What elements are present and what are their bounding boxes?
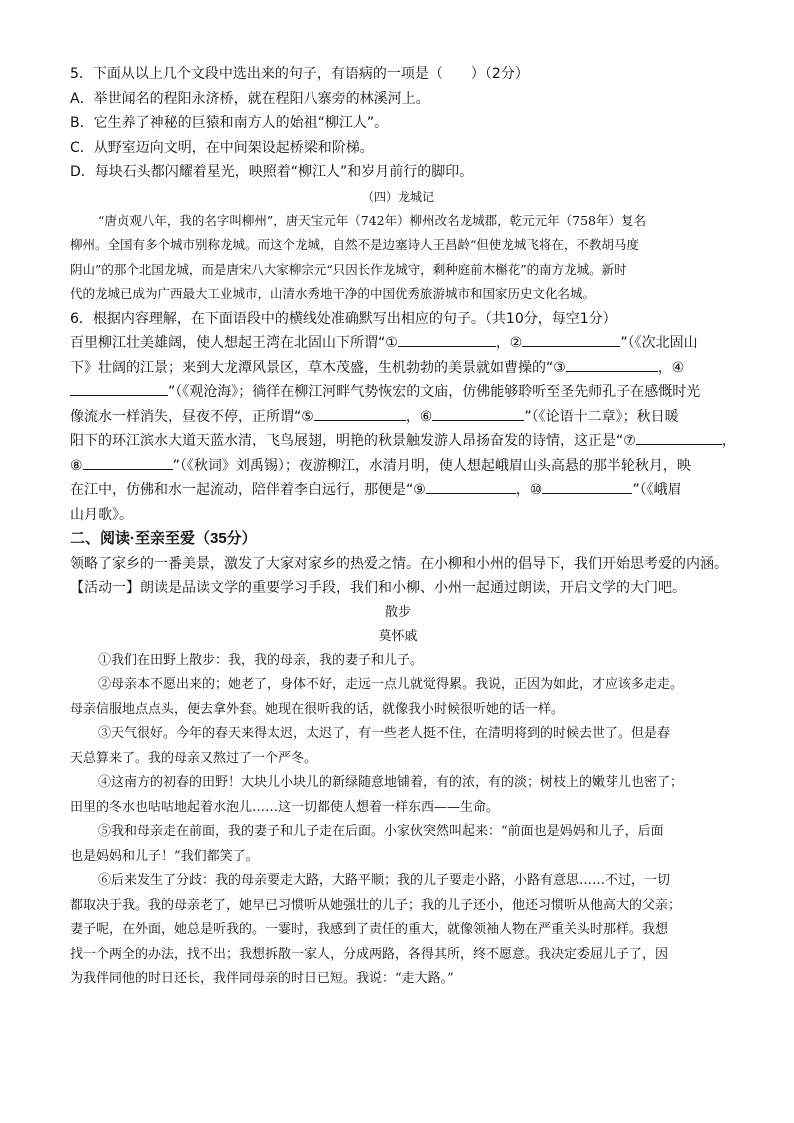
q6-text: ”（《次北固山 bbox=[620, 335, 698, 351]
question-6 bbox=[70, 307, 736, 528]
q6-line bbox=[70, 478, 726, 503]
section-4-line: “唐贞观八年，我的名字叫柳州”，唐天宝元年（742年）柳州改名龙城郡，乾元元年（758年）复名 bbox=[98, 212, 646, 228]
q6-text: 在江中，仿佛和水一起流动，陪伴着李白远行，那便是“⑨ bbox=[70, 482, 426, 498]
section-4-line: 柳州。全国有多个城市别称龙城。而这个龙城，自然不是边塞诗人王昌龄“但使龙城飞将在，不教胡马度 bbox=[70, 237, 639, 252]
q6-line bbox=[70, 429, 736, 454]
q6-text: ⑧ bbox=[70, 457, 83, 474]
q6-text: 下》壮阔的江景；来到大龙潭风景区，草木茂盛，生机勃勃的美景就如曹操的“③ bbox=[70, 359, 566, 376]
q6-line bbox=[70, 331, 726, 356]
q6-text: 阳下的环江滨水大道天蓝水清，飞鸟展翅，明艳的秋景触发游人昂扬奋发的诗情，这正是“⑦ bbox=[70, 433, 636, 449]
blank-3[interactable] bbox=[566, 357, 658, 372]
essay bbox=[70, 601, 726, 992]
q5-option-d: D．每块石头都闪耀着星光，映照着“柳江人”和岁月前行的脚印。 bbox=[70, 164, 474, 180]
blank-6[interactable] bbox=[432, 406, 524, 421]
blank-1[interactable] bbox=[398, 332, 496, 347]
essay-paragraph-4: ④这南方的初春的田野！大块儿小块儿的新绿随意地铺着，有的浓，有的淡；树枝上的嫩芽儿也密了； bbox=[98, 775, 684, 790]
essay-paragraph-5: ⑤我和母亲走在前面，我的妻子和儿子走在后面。小家伙突然叫起来：“前面也是妈妈和儿子，后面 bbox=[98, 824, 664, 839]
part-2 bbox=[70, 527, 726, 601]
q5-option-b: B．它生养了神秘的巨猿和南方人的始祖“柳江人”。 bbox=[70, 115, 389, 131]
essay-paragraph-3: ③天气很好。今年的春天来得太迟，太迟了，有一些老人挺不住，在清明将到的时候去世了。但是春 bbox=[98, 726, 671, 741]
section-4-line: 代的龙城已成为广西最大工业城市，山清水秀地干净的中国优秀旅游城市和国家历史文化名城。 bbox=[70, 286, 596, 301]
blank-9[interactable] bbox=[426, 479, 516, 494]
q6-text: 像流水一样消失，昼夜不停，正所谓“⑤ bbox=[70, 408, 314, 425]
essay-paragraph-6: 都取决于我。我的母亲老了，她早已习惯听从她强壮的儿子；我的儿子还小，他还习惯听从他高大的父亲； bbox=[70, 897, 682, 913]
q6-text: ，⑩ bbox=[515, 482, 543, 498]
q6-text: ”（《秋词》刘禹锡）；夜游柳江，水清月明，使人想起峨眉山头高悬的那半轮秋月，映 bbox=[172, 457, 691, 474]
blank-2[interactable] bbox=[522, 332, 620, 347]
q6-line bbox=[70, 356, 726, 381]
q6-text: 百里柳江壮美雄阔，使人想起王湾在北固山下所谓“① bbox=[70, 335, 398, 351]
section-4 bbox=[70, 185, 726, 307]
activity-1: 【活动一】朗读是品读文学的重要学习手段，我们和小柳、小州一起通过朗读，开启文学的大门吧。 bbox=[70, 580, 686, 596]
q6-text: ，⑥ bbox=[405, 408, 433, 425]
q6-line bbox=[70, 380, 726, 405]
essay-title: 散步 bbox=[384, 604, 411, 620]
q5-option-c: C．从野室迈向文明，在中间架设起桥梁和阶梯。 bbox=[70, 139, 374, 156]
essay-paragraph-6: ⑥后来发生了分歧：我的母亲要走大路，大路平顺；我的儿子要走小路，小路有意思……不过，一切 bbox=[98, 873, 671, 888]
essay-paragraph-1: ①我们在田野上散步：我，我的母亲，我的妻子和儿子。 bbox=[98, 652, 424, 668]
blank-5[interactable] bbox=[314, 406, 406, 421]
q6-text: ”（《峨眉 bbox=[632, 482, 682, 498]
section-4-title: （四）龙城记 bbox=[361, 189, 434, 204]
blank-7[interactable] bbox=[636, 430, 722, 445]
q6-line bbox=[70, 405, 726, 430]
q5-stem: 5．下面从以上几个文段中选出来的句子，有语病的一项是（ ）（2分） bbox=[70, 66, 529, 82]
q6-line: 山月歌》。 bbox=[70, 506, 133, 523]
q6-text: ”（《观沧海》；徜徉在柳江河畔气势恢宏的文庙，仿佛能够聆听至圣先师孔子在感慨时光 bbox=[168, 384, 701, 400]
section-4-line: 阴山”的那个北国龙城，而是唐宋八大家柳宗元“只因长作龙城守，剩种庭前木槲花”的南方龙城。新时 bbox=[70, 261, 627, 277]
q6-line bbox=[70, 454, 726, 479]
essay-paragraph-3: 天总算来了。我的母亲又熬过了一个严冬。 bbox=[70, 750, 318, 766]
essay-paragraph-5: 也是妈妈和儿子！”我们都笑了。 bbox=[70, 848, 259, 864]
q6-text: ， bbox=[721, 433, 736, 449]
q6-text: ，④ bbox=[657, 359, 685, 376]
blank-10[interactable] bbox=[542, 479, 632, 494]
blank-8[interactable] bbox=[83, 455, 173, 470]
q6-text: ，② bbox=[495, 335, 523, 351]
essay-paragraph-6: 为我伴同他的时日还长，我伴同母亲的时日已短。我说：“走大路。” bbox=[70, 971, 454, 986]
part-2-intro: 领略了家乡的一番美景，激发了大家对家乡的热爱之情。在小柳和小州的倡导下，我们开始思考爱的内涵。 bbox=[70, 555, 728, 572]
q6-stem: 6．根据内容理解，在下面语段中的横线处准确默写出相应的句子。（共10分，每空1分） bbox=[70, 310, 617, 327]
essay-paragraph-2: ②母亲本不愿出来的；她老了，身体不好，走远一点儿就觉得累。我说，正因为如此，才应该多走走。 bbox=[98, 677, 684, 692]
part-2-title: 二、阅读·至亲至爱（35分） bbox=[70, 530, 257, 547]
page-content bbox=[70, 62, 736, 992]
essay-author: 莫怀戚 bbox=[378, 628, 418, 644]
essay-paragraph-2: 母亲信服地点点头，便去拿外套。她现在很听我的话，就像我小时候很听她的话一样。 bbox=[70, 701, 565, 717]
q6-text: ”（《论语十二章》；秋日暖 bbox=[524, 408, 679, 425]
question-5 bbox=[70, 62, 726, 185]
q5-option-a: A．举世闻名的程阳永济桥，就在程阳八寨旁的林溪河上。 bbox=[70, 90, 430, 107]
essay-paragraph-4: 田里的冬水也咕咕地起着水泡儿……这一切都使人想着一样东西——生命。 bbox=[70, 799, 500, 815]
blank-4[interactable] bbox=[70, 381, 168, 396]
essay-paragraph-6: 找一个两全的办法，找不出；我想拆散一家人，分成两路，各得其所，终不愿意。我决定委屈儿子了，因 bbox=[70, 946, 669, 962]
essay-paragraph-6: 妻子呢，在外面，她总是听我的。一霎时，我感到了责任的重大，就像领袖人物在严重关头时那样。我想 bbox=[70, 922, 669, 937]
